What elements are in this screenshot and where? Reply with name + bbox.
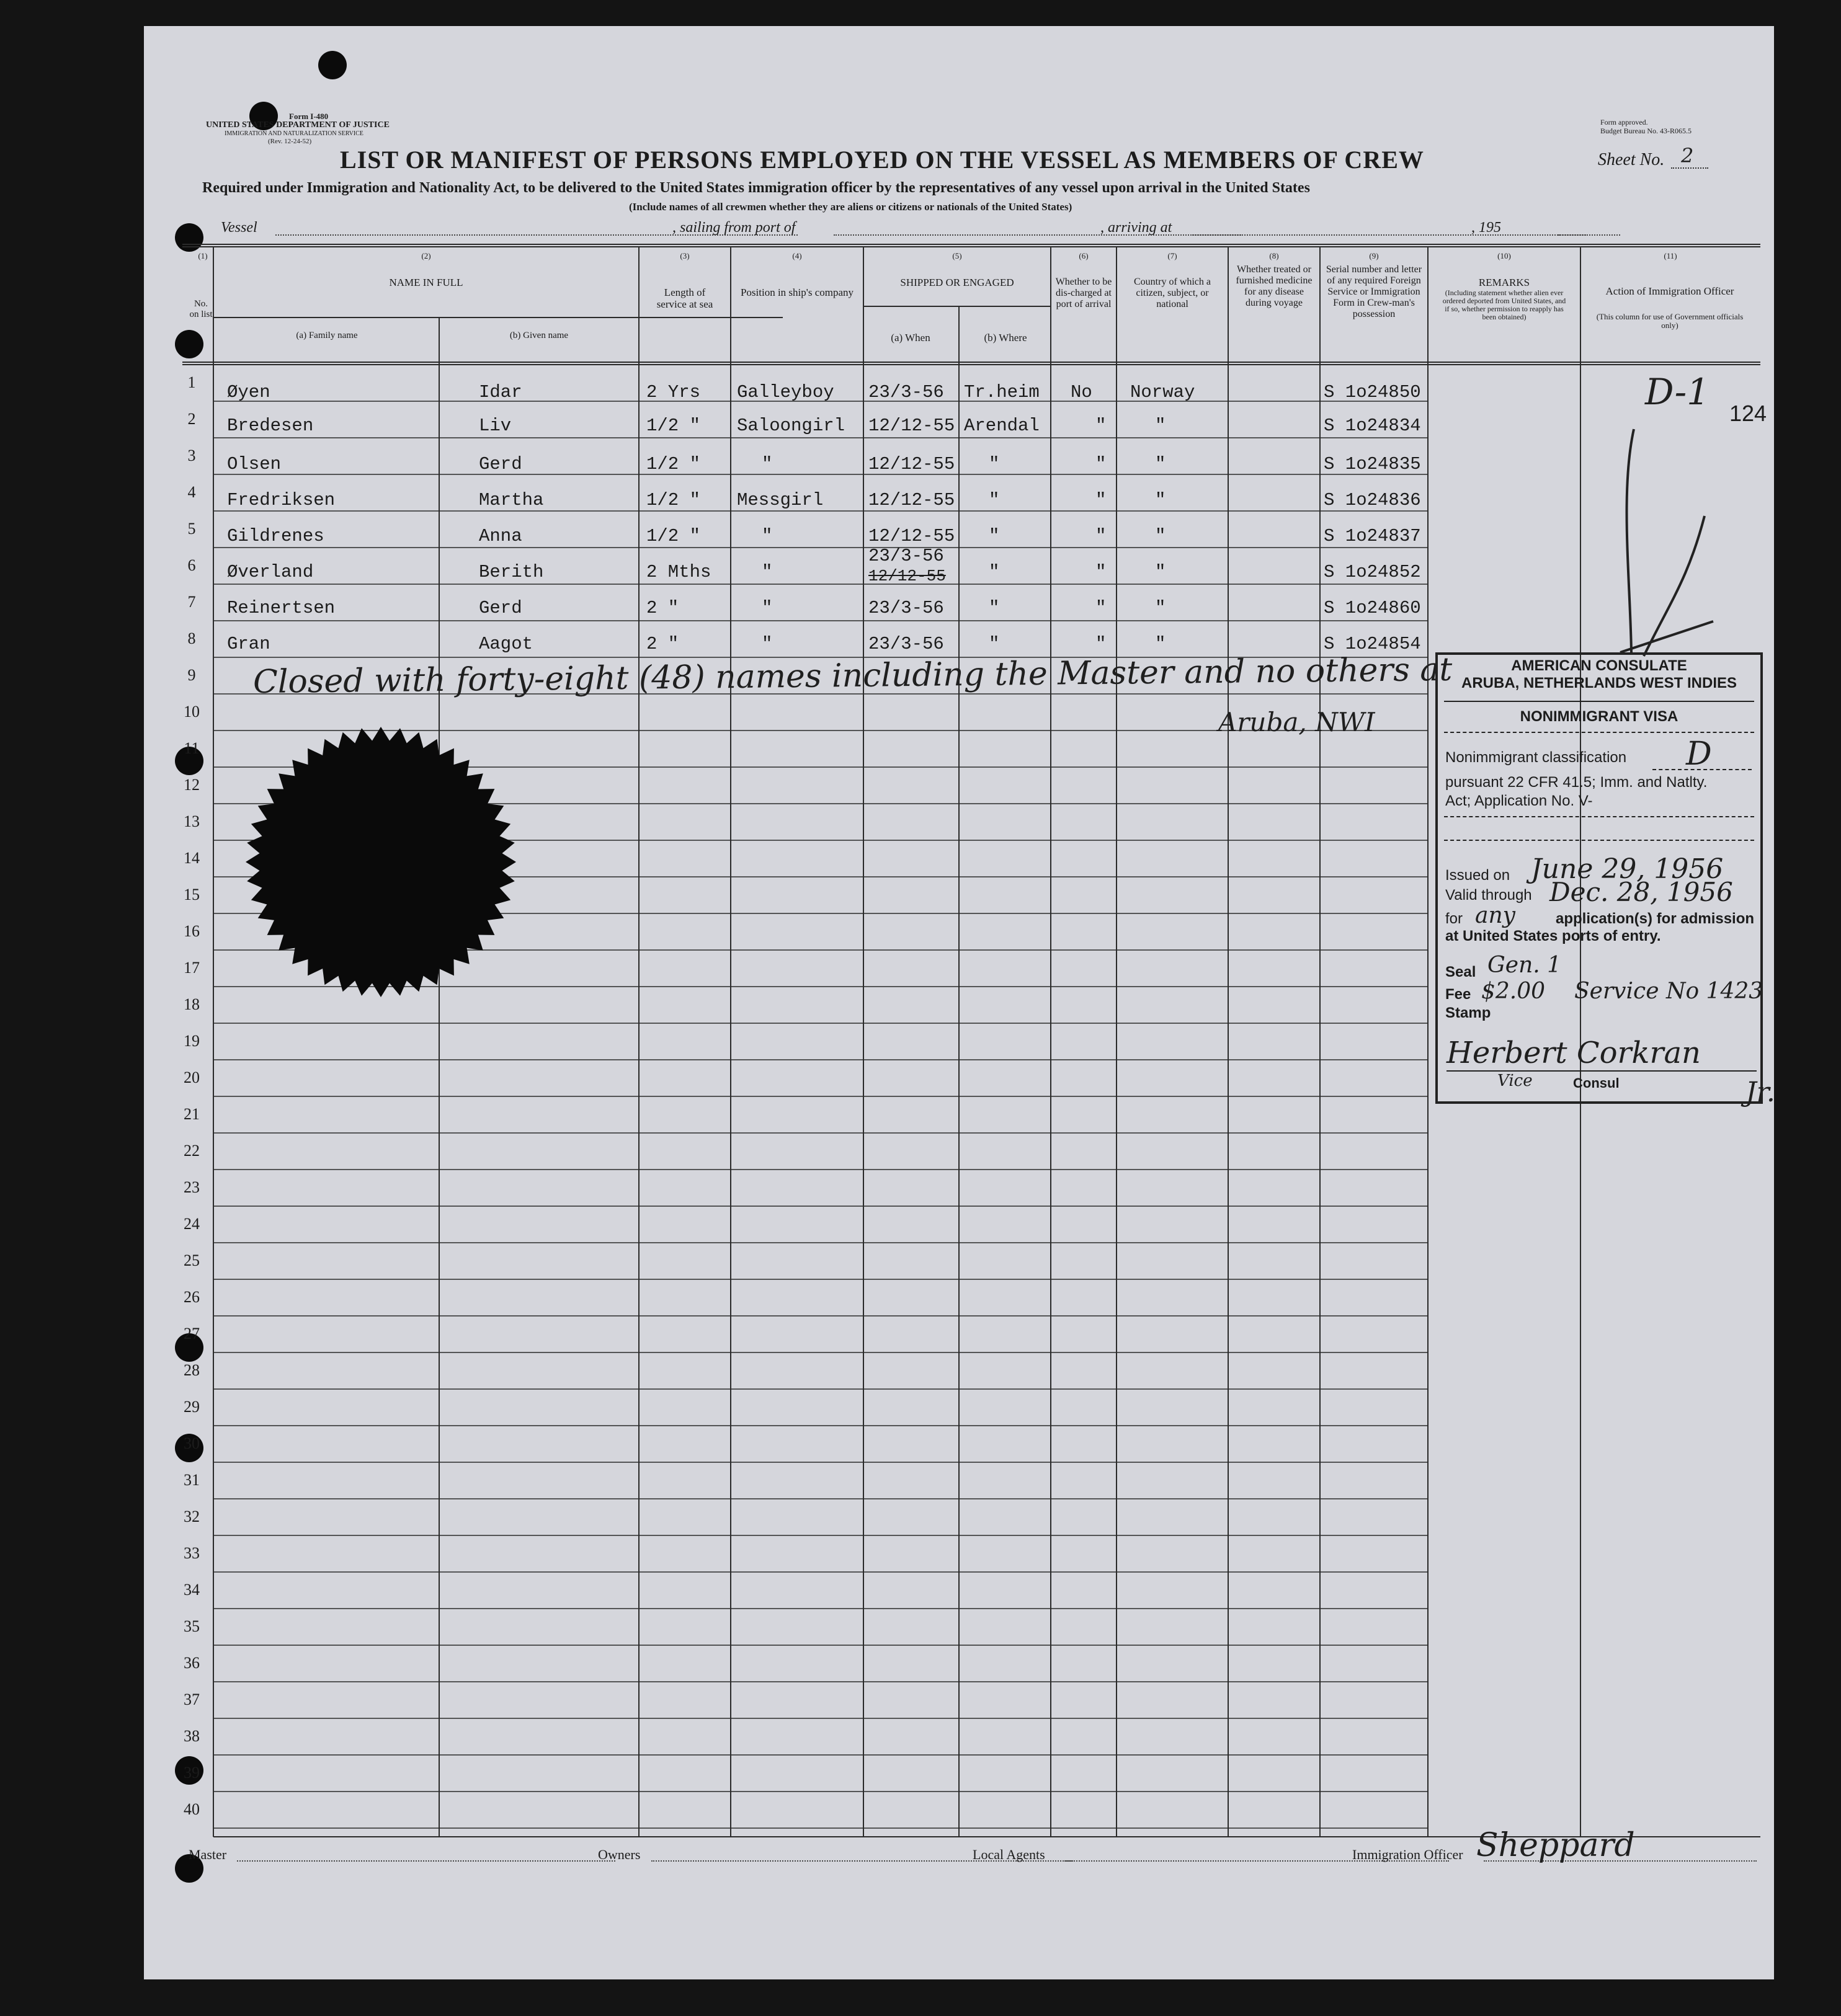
consul-signature: Herbert Corkran	[1446, 1036, 1701, 1070]
country: "	[1155, 562, 1166, 582]
arriving-label: , arriving at	[1100, 220, 1172, 236]
row-number: 24	[184, 1215, 200, 1233]
shipped-when: 12/12-55	[868, 415, 955, 436]
given-name: Gerd	[479, 454, 522, 474]
position: Saloongirl	[737, 415, 845, 436]
action-number: 124	[1729, 401, 1767, 426]
service-length: 2 "	[646, 634, 679, 654]
shipped-where: "	[989, 634, 1000, 654]
row-number: 34	[184, 1581, 200, 1599]
col8-header: Whether treated or furnished medicine for any disease during voyage	[1236, 264, 1313, 308]
position: "	[762, 454, 773, 474]
shipped-when: 12/12-55	[868, 490, 955, 510]
row-number: 8	[187, 629, 196, 647]
stamp-visa-type: NONIMMIGRANT VISA	[1520, 708, 1678, 725]
ports-text: at United States ports of entry.	[1445, 928, 1661, 944]
closing-place: Aruba, NWI	[1218, 707, 1375, 737]
row-number: 3	[187, 446, 196, 464]
family-name: Gran	[227, 634, 270, 654]
country: "	[1155, 598, 1166, 618]
agents-label: Local Agents	[973, 1847, 1045, 1862]
row-number: 21	[184, 1105, 200, 1123]
country: "	[1155, 490, 1166, 510]
manifest-sheet	[144, 26, 1774, 1979]
serial-number: S 1o24835	[1324, 454, 1421, 474]
valid-label: Valid through	[1445, 887, 1532, 904]
row-number: 38	[184, 1727, 200, 1745]
signature-suffix: Jr.	[1745, 1077, 1775, 1108]
serial-number: S 1o24860	[1324, 598, 1421, 618]
row-number: 39	[184, 1764, 200, 1782]
col9-header: Serial number and letter of any required Foreign Service or Immigration Form in Crew-man's possession	[1326, 264, 1422, 319]
shipped-where: Tr.heim	[964, 382, 1040, 402]
country: "	[1155, 526, 1166, 546]
service-number: Service No 1423	[1574, 979, 1763, 1004]
classification-label: Nonimmigrant classification	[1445, 749, 1627, 766]
row-number: 17	[184, 959, 200, 977]
col9-number: (9)	[1369, 251, 1379, 260]
row-number: 28	[184, 1361, 200, 1379]
family-name: Reinertsen	[227, 598, 336, 618]
country: "	[1155, 415, 1166, 436]
fee-label: Fee	[1445, 986, 1471, 1003]
year-label: , 195	[1471, 220, 1501, 236]
row-number: 5	[187, 520, 196, 538]
agency-name: UNITED STATES DEPARTMENT OF JUSTICE	[206, 120, 390, 130]
col3-header: Length of service at sea	[656, 286, 713, 310]
consul-label: Consul	[1573, 1075, 1620, 1091]
col11-number: (11)	[1664, 251, 1677, 260]
shipped-where: Arendal	[964, 415, 1040, 436]
service-length: 2 Yrs	[646, 382, 701, 402]
action-checkmark	[1595, 417, 1732, 690]
approval-line: Form approved.	[1600, 118, 1648, 127]
visa-stamp	[1435, 652, 1763, 1104]
form-note: (Include names of all crewmen whether they are aliens or citizens or nationals of the United States)	[629, 201, 1072, 213]
row-number: 12	[184, 776, 200, 794]
col10-header: REMARKS	[1478, 277, 1530, 288]
shipped-when: 23/3-56	[868, 634, 944, 654]
action-mark: D-1	[1645, 371, 1710, 413]
master-label: Master	[189, 1847, 227, 1862]
col2b-header: (b) Given name	[509, 331, 569, 340]
for-label: for	[1445, 910, 1463, 927]
given-name: Aagot	[479, 634, 533, 654]
given-name: Berith	[479, 562, 544, 582]
seal-value: Gen. 1	[1487, 952, 1562, 978]
fee-value: $2.00	[1481, 979, 1546, 1004]
shipped-where: "	[989, 526, 1000, 546]
owners-label: Owners	[598, 1847, 641, 1862]
col3-number: (3)	[680, 251, 690, 260]
col1-number: (1)	[198, 251, 208, 260]
discharge: "	[1095, 598, 1107, 618]
sheet-label: Sheet No.	[1598, 150, 1665, 169]
col5-number: (5)	[952, 251, 962, 260]
row-number: 2	[187, 410, 196, 428]
stamp-divider	[1444, 701, 1754, 702]
discharge: "	[1095, 490, 1107, 510]
form-revision: (Rev. 12-24-52)	[268, 138, 312, 145]
application-label: Act; Application No. V-	[1445, 793, 1593, 809]
sheet-number: 2	[1681, 144, 1694, 167]
col11-header: Action of Immigration Officer	[1605, 285, 1734, 297]
row-number: 13	[184, 812, 200, 830]
budget-bureau: Budget Bureau No. 43-R065.5	[1600, 127, 1692, 135]
discharge: "	[1095, 454, 1107, 474]
vessel-label: Vessel	[221, 220, 257, 236]
row-number: 33	[184, 1544, 200, 1562]
row-number: 14	[184, 849, 200, 867]
col7-header: Country of which a citizen, subject, or national	[1134, 277, 1211, 309]
row-number: 19	[184, 1032, 200, 1050]
given-name: Liv	[479, 415, 512, 436]
for-value: any	[1475, 903, 1515, 928]
col4-header: Position in ship's company	[740, 286, 854, 298]
family-name: Øverland	[227, 562, 314, 582]
discharge: "	[1095, 415, 1107, 436]
position: "	[762, 562, 773, 582]
given-name: Martha	[479, 490, 544, 510]
agency-service: IMMIGRATION AND NATURALIZATION SERVICE	[225, 130, 363, 137]
col8-number: (8)	[1269, 251, 1279, 260]
family-name: Gildrenes	[227, 526, 324, 546]
serial-number: S 1o24834	[1324, 415, 1421, 436]
given-name: Idar	[479, 382, 522, 402]
position: "	[762, 598, 773, 618]
officer-signature: Sheppard	[1476, 1827, 1635, 1864]
vice-label: Vice	[1497, 1072, 1533, 1090]
col2-number: (2)	[421, 251, 431, 260]
country: Norway	[1130, 382, 1195, 402]
serial-number: S 1o24850	[1324, 382, 1421, 402]
page-title: LIST OR MANIFEST OF PERSONS EMPLOYED ON THE VESSEL AS MEMBERS OF CREW	[340, 146, 1424, 174]
stamp-location: ARUBA, NETHERLANDS WEST INDIES	[1461, 675, 1737, 691]
shipped-when: 23/3-56	[868, 598, 944, 618]
col5b-header: (b) Where	[984, 332, 1027, 344]
signature-line	[1446, 1070, 1757, 1072]
valid-value: Dec. 28, 1956	[1549, 877, 1733, 907]
family-name: Bredesen	[227, 415, 314, 436]
service-length: 2 "	[646, 598, 679, 618]
service-length: 1/2 "	[646, 454, 701, 474]
country: "	[1155, 454, 1166, 474]
col5a-header: (a) When	[891, 332, 930, 344]
row-number: 7	[187, 593, 196, 611]
discharge: "	[1095, 634, 1107, 654]
given-name: Anna	[479, 526, 522, 546]
position: "	[762, 526, 773, 546]
issued-label: Issued on	[1445, 867, 1510, 884]
family-name: Fredriksen	[227, 490, 336, 510]
struck-date: 12/12-55	[868, 567, 946, 585]
serial-number: S 1o24836	[1324, 490, 1421, 510]
shipped-where: "	[989, 598, 1000, 618]
serial-number: S 1o24837	[1324, 526, 1421, 546]
issued-value: June 29, 1956	[1531, 853, 1724, 885]
row-number: 18	[184, 995, 200, 1013]
discharge: No	[1071, 382, 1092, 402]
position: "	[762, 634, 773, 654]
shipped-when: 12/12-55	[868, 526, 955, 546]
officer-label: Immigration Officer	[1352, 1847, 1463, 1862]
shipped-when: 12/12-55	[868, 454, 955, 474]
form-number: Form I-480	[289, 112, 329, 121]
closing-note: Closed with forty-eight (48) names including the Master and no others at	[252, 651, 1453, 701]
row-number: 31	[184, 1471, 200, 1489]
col10-note: (Including statement whether alien ever ordered deported from United States, and if so, whether permission to reapply has been obtained)	[1442, 288, 1566, 321]
family-name: Øyen	[227, 382, 270, 402]
col6-header: Whether to be dis-charged at port of arrival	[1055, 277, 1112, 309]
row-number: 30	[184, 1434, 200, 1452]
row-number: 10	[184, 703, 200, 721]
stamp-divider	[1444, 840, 1754, 841]
stamp-divider	[1444, 732, 1754, 733]
application-text: application(s) for admission	[1556, 910, 1755, 927]
given-name: Gerd	[479, 598, 522, 618]
col4-number: (4)	[792, 251, 802, 260]
position: Galleyboy	[737, 382, 834, 402]
form-subtitle: Required under Immigration and Nationality Act, to be delivered to the United States immigration officer by the representatives of any vessel upon arrival in the United States	[202, 180, 1310, 196]
col1-header: No. on list	[189, 299, 213, 319]
country: "	[1155, 634, 1166, 654]
position: Messgirl	[737, 490, 824, 510]
classification-line	[1652, 769, 1752, 770]
stamp-label: Stamp	[1445, 1005, 1491, 1021]
col10-number: (10)	[1497, 251, 1511, 260]
shipped-where: "	[989, 490, 1000, 510]
shipped-where: "	[989, 562, 1000, 582]
service-length: 1/2 "	[646, 415, 701, 436]
row-number: 22	[184, 1142, 200, 1160]
master-field	[237, 1860, 615, 1862]
row-number: 29	[184, 1398, 200, 1416]
row-number: 4	[187, 483, 196, 501]
row-number: 23	[184, 1178, 200, 1196]
service-length: 1/2 "	[646, 526, 701, 546]
row-number: 1	[187, 373, 196, 391]
discharge: "	[1095, 562, 1107, 582]
row-number: 40	[184, 1800, 200, 1818]
service-length: 2 Mths	[646, 562, 711, 582]
row-number: 26	[184, 1288, 200, 1306]
row-number: 36	[184, 1654, 200, 1672]
row-number: 27	[184, 1325, 200, 1343]
col6-number: (6)	[1079, 251, 1089, 260]
stamp-consulate: AMERICAN CONSULATE	[1511, 657, 1687, 674]
discharge: "	[1095, 526, 1107, 546]
col2a-header: (a) Family name	[296, 331, 358, 340]
sailing-label: , sailing from port of	[672, 220, 796, 236]
row-number: 11	[184, 739, 200, 757]
family-name: Olsen	[227, 454, 282, 474]
row-number: 20	[184, 1068, 200, 1086]
row-number: 9	[187, 666, 196, 684]
serial-number: S 1o24852	[1324, 562, 1421, 582]
service-length: 1/2 "	[646, 490, 701, 510]
classification-value: D	[1686, 735, 1712, 773]
shipped-where: "	[989, 454, 1000, 474]
shipped-when: 23/3-56	[868, 382, 944, 402]
row-number: 6	[187, 556, 196, 574]
col11-note: (This column for use of Government officials only)	[1596, 312, 1744, 330]
col7-number: (7)	[1167, 251, 1177, 260]
row-number: 37	[184, 1690, 200, 1708]
row-number: 15	[184, 886, 200, 904]
row-number: 35	[184, 1617, 200, 1635]
seal-label: Seal	[1445, 964, 1476, 980]
shipped-when: 23/3-56	[868, 546, 944, 566]
row-number: 25	[184, 1251, 200, 1269]
pursuant-text: pursuant 22 CFR 41.5; Imm. and Natlty.	[1445, 774, 1708, 791]
notary-seal	[238, 719, 524, 1005]
row-number: 32	[184, 1508, 200, 1525]
col2-header: NAME IN FULL	[389, 277, 463, 288]
stamp-divider	[1444, 816, 1754, 817]
serial-number: S 1o24854	[1324, 634, 1421, 654]
col5-header: SHIPPED OR ENGAGED	[900, 277, 1014, 288]
row-number: 16	[184, 922, 200, 940]
